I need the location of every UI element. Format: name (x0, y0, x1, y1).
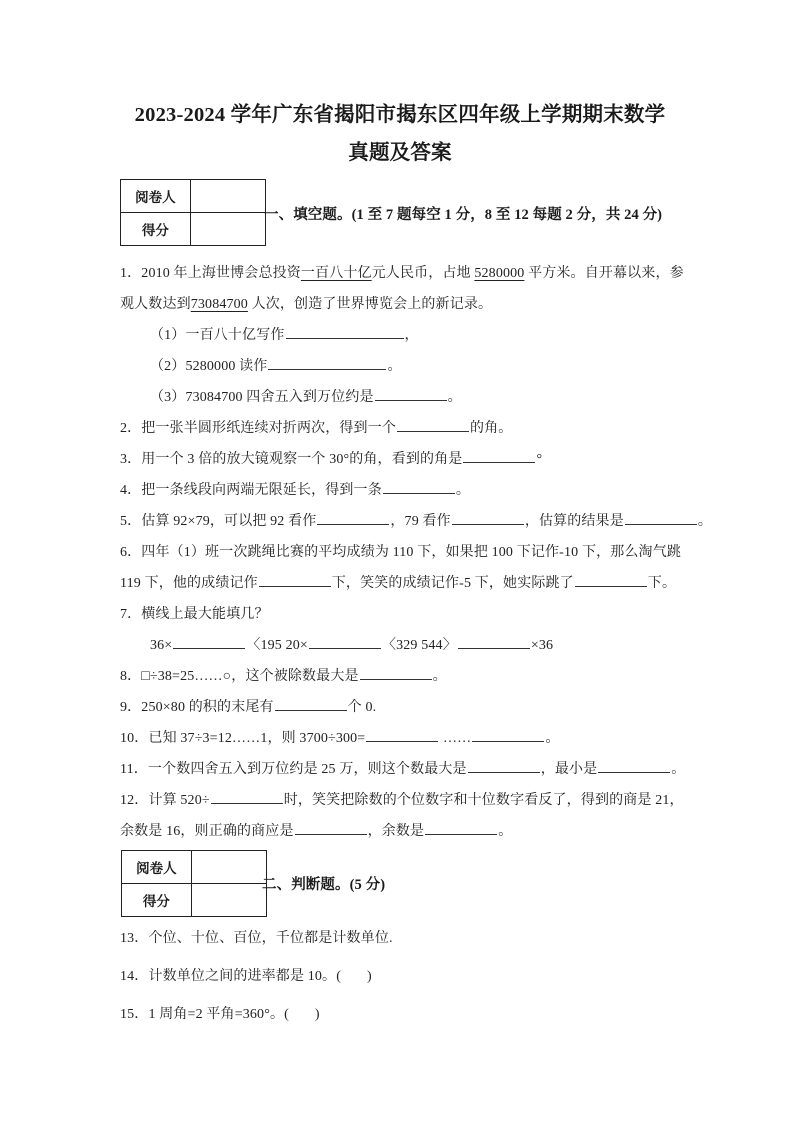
question-7-prompt (120, 599, 688, 630)
score-label: 得分 (122, 884, 192, 917)
score-label: 得分 (121, 213, 191, 246)
score-table-section-1 (120, 179, 266, 246)
q10-blank-2[interactable] (472, 726, 544, 742)
q5-blank-2[interactable] (452, 509, 524, 525)
table-row (122, 851, 267, 884)
q11-text-a: 11．一个数四舍五入到万位约是 25 万，则这个数最大是 (120, 762, 467, 777)
q5-text-c: ，估算的结果是 (524, 514, 624, 529)
reviewer-label: 阅卷人 (122, 851, 192, 884)
q7-expr3-right: ×36 (530, 638, 554, 653)
q7-blank-1[interactable] (173, 633, 245, 649)
q12-text-b: 时，笑笑把除数的个位数字和十位数字看反了，得到的商是 21，余数是 16，则正确的商应是 (120, 793, 684, 839)
question-7-expressions (120, 630, 688, 661)
question-6 (120, 537, 688, 599)
q1-sub1-blank[interactable] (286, 323, 404, 339)
q1-mid-1: 元人民币，占地 (371, 266, 471, 281)
q5-blank-3[interactable] (625, 509, 697, 525)
q8-text-a: 8．□÷38=25……○，这个被除数最大是 (120, 669, 359, 684)
question-12 (120, 785, 688, 847)
question-1-sub-1 (120, 320, 688, 351)
q10-text-b: …… (443, 731, 472, 746)
q13-text: 13．个位、十位、百位，千位都是计数单位. (120, 931, 393, 946)
q11-text-b: ，最小是 (540, 762, 598, 777)
question-list-section-1 (120, 258, 713, 847)
q1-sub3-text: （3）73084700 四舍五入到万位约是 (150, 390, 374, 405)
q2-blank[interactable] (397, 416, 469, 432)
question-14 (120, 958, 688, 996)
q12-blank-2[interactable] (295, 819, 367, 835)
question-15 (120, 996, 688, 1034)
title-line-1: 2023-2024 学年广东省揭阳市揭东区四年级上学期期末数学 (134, 104, 666, 126)
q9-text-b: 个 0. (347, 700, 377, 715)
q12-blank-1[interactable] (211, 788, 283, 804)
q5-text-d: 。 (697, 514, 713, 529)
q8-text-b: 。 (432, 669, 447, 684)
table-row (121, 213, 266, 246)
title-line-2: 真题及答案 (348, 142, 452, 164)
question-10 (120, 723, 688, 754)
question-8 (120, 661, 688, 692)
page-title (112, 96, 688, 172)
q7-prompt-text: 7．横线上最大能填几？ (120, 607, 269, 622)
q7-expr1-right: 〈195 (246, 638, 282, 653)
q1-sub1-text: （1）一百八十亿写作 (150, 328, 285, 343)
q7-blank-3[interactable] (458, 633, 530, 649)
q14-text-a: 14．计数单位之间的进率都是 10。( (120, 969, 342, 984)
score-value-cell[interactable] (190, 213, 265, 246)
question-1-sub-2 (120, 351, 688, 382)
q11-text-c: 。 (671, 762, 686, 777)
question-1-sub-3 (120, 382, 688, 413)
q1-sub2-end: 。 (387, 359, 402, 374)
question-4 (120, 475, 688, 506)
q7-expr3-left: 544〉 (421, 638, 457, 653)
q14-text-b: ) (367, 969, 372, 984)
question-1 (120, 258, 688, 320)
q1-mid-2: 平方米。自开幕以来，参观人数达到 (120, 266, 684, 312)
question-11 (120, 754, 688, 785)
reviewer-label: 阅卷人 (121, 180, 191, 213)
q1-sub1-end: ， (404, 328, 419, 343)
q1-value-2: 5280000 (474, 266, 525, 281)
question-5 (120, 506, 713, 537)
q4-blank[interactable] (383, 478, 455, 494)
q11-blank-1[interactable] (468, 757, 540, 773)
q5-text-a: 5．估算 92×79，可以把 92 看作 (120, 514, 317, 529)
q12-blank-3[interactable] (425, 819, 497, 835)
q3-text-b: ° (536, 452, 543, 467)
q15-text-a: 15．1 周角=2 平角=360°。( (120, 1007, 289, 1022)
question-9 (120, 692, 688, 723)
q3-text-a: 3．用一个 3 倍的放大镜观察一个 30°的角，看到的角是 (120, 452, 463, 467)
q7-expr1-left: 36× (150, 638, 173, 653)
q1-sub3-blank[interactable] (375, 385, 447, 401)
q10-text-c: 。 (545, 731, 560, 746)
section-header-fill-in-blanks: 一、填空题。(1 至 7 题每空 1 分，8 至 12 每题 2 分，共 24 分) (264, 207, 663, 223)
q1-sub3-end: 。 (447, 390, 462, 405)
q1-sub2-text: （2）5280000 读作 (150, 359, 268, 374)
q6-text-a: 6．四年（1）班一次跳绳比赛的平均成绩为 110 下，如果把 100 下记作-10 下，那么淘气跳 119 下，他的成绩记作 (120, 545, 681, 591)
score-table-section-2 (121, 850, 267, 917)
q4-text-a: 4．把一条线段向两端无限延长，得到一条 (120, 483, 382, 498)
q1-suffix: 人次，创造了世界博览会上的新记录。 (251, 297, 493, 312)
q10-blank-1[interactable] (366, 726, 438, 742)
question-13 (120, 920, 688, 958)
q1-value-3: 73084700 (190, 297, 248, 312)
q1-value-1: 一百八十亿 (300, 266, 372, 281)
q9-text-a: 9．250×80 的积的末尾有 (120, 700, 274, 715)
q6-text-b: 下，笑笑的成绩记作-5 下，她实际跳了 (331, 576, 574, 591)
table-row (122, 884, 267, 917)
q6-blank-2[interactable] (575, 571, 647, 587)
q6-blank-1[interactable] (259, 571, 331, 587)
q7-blank-2[interactable] (309, 633, 381, 649)
q1-prefix: 1．2010 年上海世博会总投资 (120, 266, 301, 281)
q3-blank[interactable] (463, 447, 535, 463)
q5-blank-1[interactable] (317, 509, 389, 525)
q12-text-a: 12．计算 520÷ (120, 793, 210, 808)
q12-text-d: 。 (498, 824, 513, 839)
q1-sub2-blank[interactable] (268, 354, 386, 370)
question-3 (120, 444, 688, 475)
q2-text-b: 的角。 (470, 421, 513, 436)
question-2 (120, 413, 688, 444)
score-value-cell[interactable] (191, 884, 266, 917)
q5-text-b: ，79 看作 (390, 514, 451, 529)
q7-expr2-right: 〈329 (381, 638, 418, 653)
table-row (121, 180, 266, 213)
q11-blank-2[interactable] (598, 757, 670, 773)
q15-text-b: ) (314, 1007, 320, 1022)
reviewer-value-cell[interactable] (191, 851, 266, 884)
question-list-section-2 (120, 920, 688, 1034)
section-header-true-false: 二、判断题。(5 分) (262, 877, 386, 893)
q7-expr2-left: 20× (285, 638, 308, 653)
q9-blank[interactable] (275, 695, 347, 711)
q8-blank[interactable] (360, 664, 432, 680)
reviewer-value-cell[interactable] (190, 180, 265, 213)
q12-text-c: ，余数是 (367, 824, 425, 839)
q2-text-a: 2．把一张半圆形纸连续对折两次，得到一个 (120, 421, 396, 436)
q6-text-c: 下。 (647, 576, 677, 591)
q10-text-a: 10．已知 37÷3=12……1，则 3700÷300= (120, 731, 366, 746)
q4-text-b: 。 (455, 483, 471, 498)
